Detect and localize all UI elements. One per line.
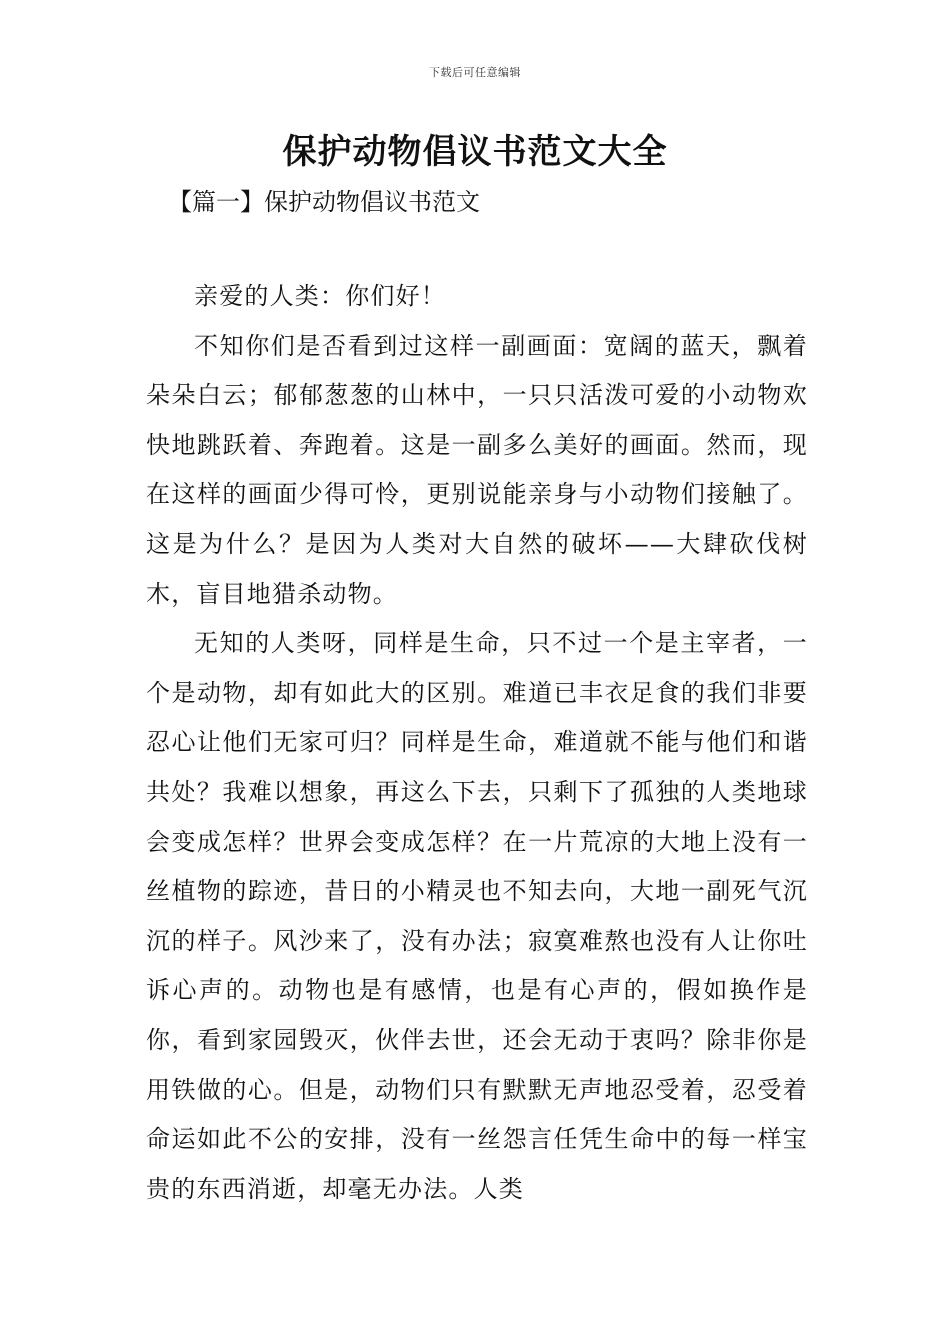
paragraph: 无知的人类呀，同样是生命，只不过一个是主宰者，一个是动物，却有如此大的区别。难道已丰衣足食的我们非要忍心让他们无家可归？同样是生命，难道就不能与他们和谐共处？我难以想象，再这么下去，只剩下了孤独的人类地球会变成怎样？世界会变成怎样？在一片荒凉的大地上没有一丝植物的踪迹，昔日的小精灵也不知去向，大地一副死气沉沉的样子。风沙来了，没有办法；寂寞难熬也没有人让你吐诉心声的。动物也是有感情，也是有心声的，假如换作是你，看到家园毁灭，伙伴去世，还会无动于衷吗？除非你是用铁做的心。但是，动物们只有默默无声地忍受着，忍受着命运如此不公的安排，没有一丝怨言任凭生命中的每一样宝贵的东西消逝，却毫无办法。人类 xyxy=(146,629,808,1203)
document-body xyxy=(146,272,808,1214)
section-title: 【篇一】保护动物倡议书范文 xyxy=(168,188,480,216)
header-note: 下载后可任意编辑 xyxy=(429,66,521,79)
document-title: 保护动物倡议书范文大全 xyxy=(282,132,668,172)
paragraph: 不知你们是否看到过这样一副画面：宽阔的蓝天，飘着朵朵白云；郁郁葱葱的山林中，一只只活泼可爱的小动物欢快地跳跃着、奔跑着。这是一副多么美好的画面。然而，现在这样的画面少得可怜，更别说能亲身与小动物们接触了。这是为什么？是因为人类对大自然的破坏——大肆砍伐树木，盲目地猎杀动物。 xyxy=(146,331,808,608)
paragraph-greeting: 亲爱的人类：你们好！ xyxy=(194,282,446,310)
